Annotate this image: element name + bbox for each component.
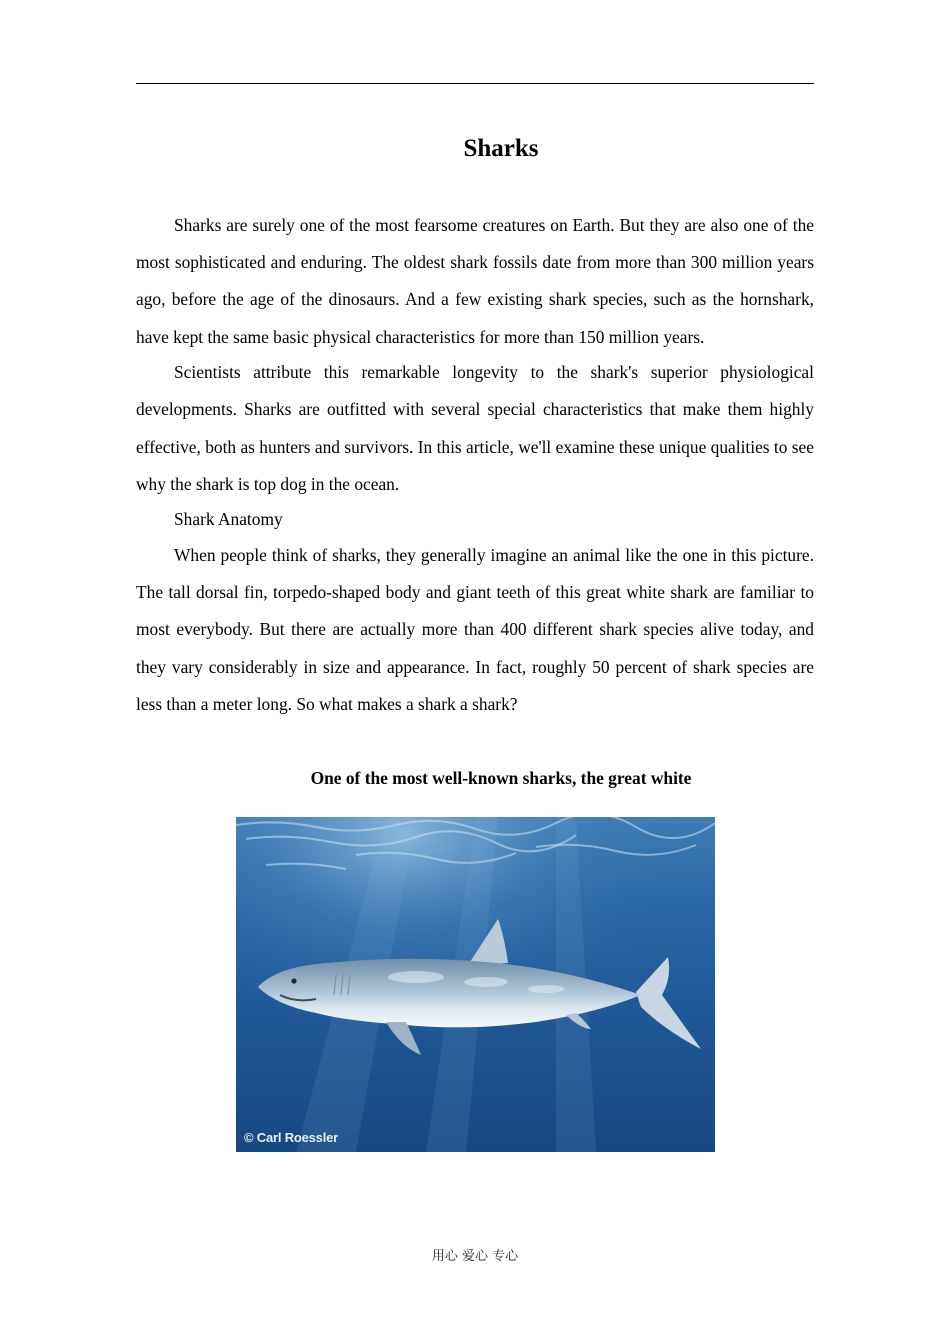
article-body: [136, 207, 814, 721]
page-title: Sharks: [463, 135, 539, 162]
great-white-shark-photo: [236, 817, 715, 1152]
header-rule: [136, 83, 814, 84]
paragraph-longevity: Scientists attribute this remarkable longevity to the shark's superior physiological developments. Sharks are outfitted with several special characteristics that make them highly effective, both as hunters and survivors. In this article, we'll examine these unique qualities to see why the shark is top dog in the ocean.: [136, 362, 814, 494]
page-footer: 用心 爱心 专心: [431, 1249, 519, 1264]
section-heading-anatomy: Shark Anatomy: [174, 509, 283, 530]
paragraph-intro: Sharks are surely one of the most fearsome creatures on Earth. But they are also one of the most sophisticated and enduring. The oldest shark fossils date from more than 300 million years ago, before the age of the dinosaurs. And a few existing shark species, such as the hornshark, have kept the same basic physical characteristics for more than 150 million years.: [136, 215, 814, 347]
figure-caption: One of the most well-known sharks, the great white: [310, 768, 692, 788]
paragraph-anatomy: When people think of sharks, they generally imagine an animal like the one in this picture. The tall dorsal fin, torpedo-shaped body and giant teeth of this great white shark are familiar to most everybody. But there are actually more than 400 different shark species alive today, and they vary considerably in size and appearance. In fact, roughly 50 percent of shark species are less than a meter long. So what makes a shark a shark?: [136, 545, 814, 714]
photo-credit-watermark: © Carl Roessler: [244, 1130, 339, 1145]
